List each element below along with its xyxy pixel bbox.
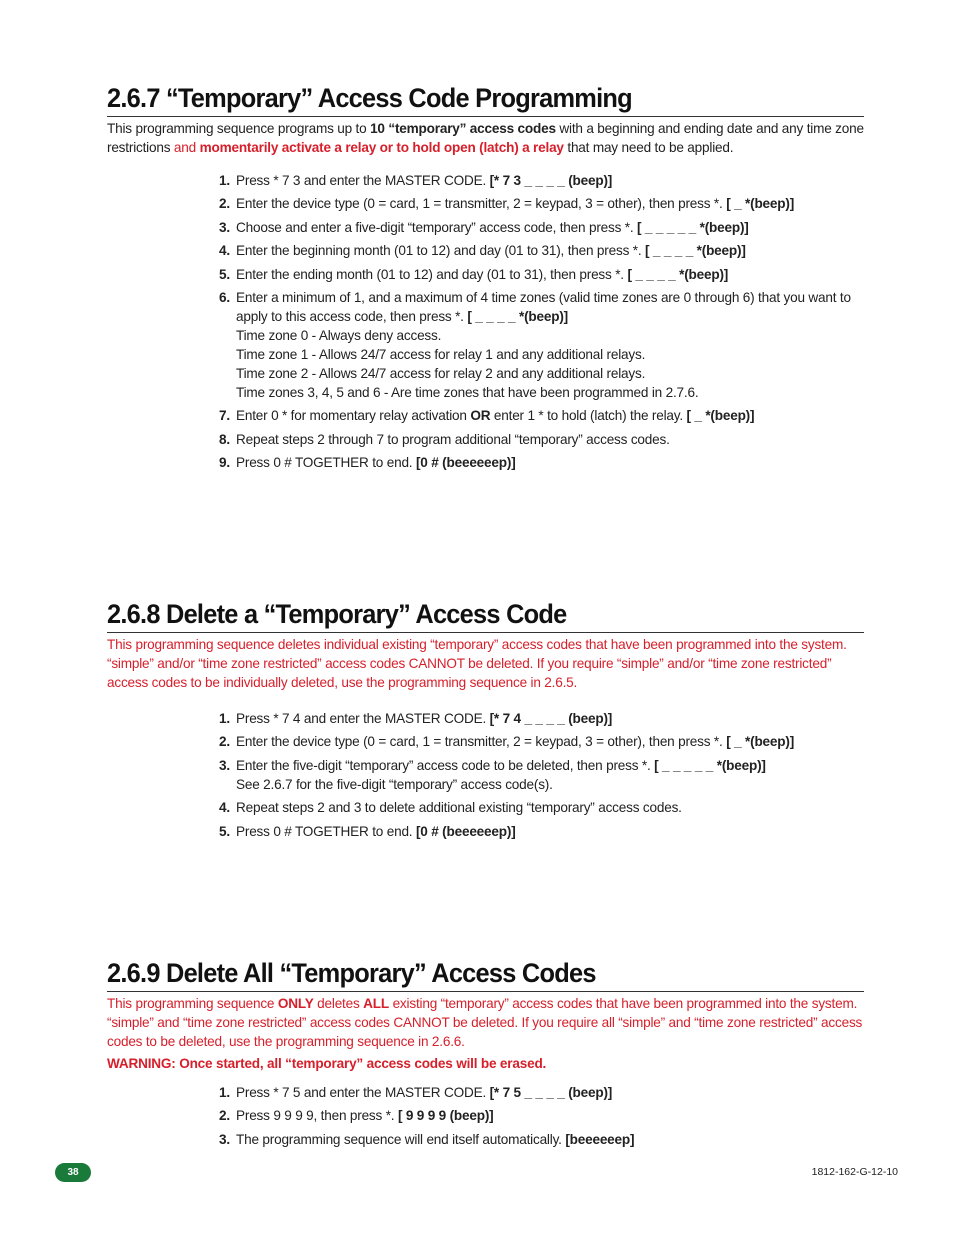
step-number: 7. (219, 408, 230, 424)
text-run: ONLY (277, 996, 314, 1011)
text-run: Enter 0 * for momentary relay activation (236, 408, 471, 424)
text-run: [ _ _ _ _ _ *(beep)] (637, 219, 749, 235)
text-run: and (173, 140, 200, 155)
step-item (219, 1106, 859, 1125)
section-intro (107, 119, 864, 157)
heading-rule (107, 991, 864, 992)
step-number: 2. (219, 196, 230, 212)
text-run: [0 # (beeeeeep)] (415, 823, 516, 839)
text-run: with a beginning and ending date and any time zone restrictions (107, 121, 864, 155)
step-number: 6. (219, 289, 230, 305)
text-run: 10 “temporary” access codes (370, 121, 556, 136)
text-run: [ _ *(beep)] (686, 408, 755, 424)
step-item (219, 241, 859, 260)
text-run: [ _ *(beep)] (726, 734, 795, 750)
text-run: deletes (313, 996, 364, 1011)
step-subline: Time zones 3, 4, 5 and 6 - Are time zones that have been programmed in 2.7.6. (236, 384, 699, 400)
step-number: 1. (219, 711, 230, 726)
step-item (219, 171, 859, 190)
step-item (219, 265, 859, 284)
text-run: [ _ _ _ _ *(beep)] (467, 308, 568, 324)
text-run: momentarily activate a relay or to hold open (latch) a relay (199, 140, 564, 155)
step-item (219, 756, 859, 794)
text-run: Enter the ending month (01 to 12) and day (01 to 31), then press *. (236, 266, 628, 282)
text-run: [0 # (beeeeeep)] (415, 455, 516, 471)
text-run: [* 7 3 _ _ _ _ (beep)] (489, 173, 613, 188)
text-run: ALL (363, 996, 389, 1011)
text-run: Enter the five-digit “temporary” access code to be deleted, then press *. (236, 757, 655, 773)
page-number-badge: 38 (55, 1163, 91, 1182)
steps-list (219, 709, 859, 841)
step-item (219, 453, 859, 472)
step-subline: Time zone 1 - Allows 24/7 access for relay 1 and any additional relays. (236, 346, 646, 362)
text-run: [ _ _ _ _ *(beep)] (645, 243, 746, 259)
text-run: Press 0 # TOGETHER to end. (236, 455, 416, 471)
section-delete-temporary-code (107, 597, 864, 845)
text-run: Enter the beginning month (01 to 12) and day (01 to 31), then press *. (236, 243, 645, 259)
step-number: 5. (219, 266, 230, 282)
text-run: enter 1 * to hold (latch) the relay. (490, 408, 687, 424)
text-run: This programming sequence programs up to (107, 121, 371, 136)
heading-rule (107, 632, 864, 633)
step-item (219, 430, 859, 449)
steps-list (219, 171, 859, 472)
text-run: Enter the device type (0 = card, 1 = transmitter, 2 = keypad, 3 = other), then press *. (236, 196, 727, 212)
step-item (219, 822, 859, 841)
text-run: Press 0 # TOGETHER to end. (236, 823, 416, 839)
section-heading: 2.6.8 Delete a “Temporary” Access Code (107, 599, 567, 629)
step-number: 4. (219, 243, 230, 259)
text-run: [ _ *(beep)] (726, 196, 795, 212)
text-run: Repeat steps 2 through 7 to program additional “temporary” access codes. (236, 431, 670, 447)
steps-list (219, 1083, 859, 1149)
step-item (219, 1130, 859, 1149)
step-subline: See 2.6.7 for the five-digit “temporary” access code(s). (236, 776, 553, 792)
step-number: 3. (219, 219, 230, 235)
section-temporary-code-programming (107, 81, 864, 477)
text-run: Press 9 9 9 9, then press *. (236, 1108, 398, 1124)
section-intro (107, 994, 864, 1051)
step-item (219, 732, 859, 751)
section-heading: 2.6.7 “Temporary” Access Code Programming (107, 83, 632, 113)
text-run: Enter the device type (0 = card, 1 = transmitter, 2 = keypad, 3 = other), then press *. (236, 734, 727, 750)
text-run: Enter a minimum of 1, and a maximum of 4 time zones (valid time zones are 0 through 6) that you want to apply to this access code, then press *. (236, 289, 851, 324)
step-number: 1. (219, 1085, 230, 1100)
step-number: 3. (219, 1131, 230, 1147)
step-number: 9. (219, 455, 230, 471)
step-subline: Time zone 0 - Always deny access. (236, 327, 442, 343)
step-item (219, 406, 859, 425)
section-delete-all-temporary-codes (107, 956, 864, 1153)
warning-text: WARNING: Once started, all “temporary” access codes will be erased. (107, 1056, 547, 1071)
section-intro (107, 635, 864, 692)
step-item (219, 1083, 859, 1102)
text-run: [ _ _ _ _ *(beep)] (627, 266, 729, 282)
text-run: Press * 7 4 and enter the MASTER CODE. (236, 711, 490, 726)
step-item (219, 798, 859, 817)
step-number: 3. (219, 757, 230, 773)
step-item (219, 709, 859, 728)
document-id: 1812-162-G-12-10 (811, 1166, 898, 1178)
text-run: This programming sequence deletes individual existing “temporary” access codes that have been programmed into the system. “simple” and/or “time zone restricted” access codes CANNOT be deleted. If you require “simple” and/or “time zone restricted” access codes to be individually deleted, use the programming sequence in 2.6.5. (107, 637, 847, 690)
step-number: 5. (219, 823, 230, 839)
text-run: This programming sequence (107, 996, 278, 1011)
step-number: 1. (219, 173, 230, 188)
text-run: Press * 7 3 and enter the MASTER CODE. (236, 173, 490, 188)
step-number: 4. (219, 800, 230, 816)
step-number: 8. (219, 431, 230, 447)
text-run: Repeat steps 2 and 3 to delete additional existing “temporary” access codes. (236, 800, 682, 816)
step-subline: Time zone 2 - Allows 24/7 access for relay 2 and any additional relays. (236, 365, 646, 381)
text-run: [ 9 9 9 9 (beep)] (397, 1108, 494, 1124)
text-run: [* 7 5 _ _ _ _ (beep)] (489, 1085, 613, 1100)
step-item (219, 218, 859, 237)
text-run: that may need to be applied. (563, 140, 734, 155)
text-run: Press * 7 5 and enter the MASTER CODE. (236, 1085, 490, 1100)
step-number: 2. (219, 1108, 230, 1124)
step-number: 2. (219, 734, 230, 750)
text-run: existing “temporary” access codes that have been programmed into the system. “simple” and “time zone restricted” access codes CANNOT be deleted. If you require all “simple” and “time zone restricted” access codes to be deleted, use the programming sequence in 2.6.6. (107, 996, 863, 1049)
text-run: [ _ _ _ _ _ *(beep)] (654, 757, 766, 773)
text-run: [beeeeeep] (565, 1131, 635, 1147)
section-heading: 2.6.9 Delete All “Temporary” Access Codes (107, 958, 596, 988)
step-item (219, 194, 859, 213)
heading-rule (107, 116, 864, 117)
text-run: [* 7 4 _ _ _ _ (beep)] (489, 711, 613, 726)
text-run: Choose and enter a five-digit “temporary” access code, then press *. (236, 219, 638, 235)
text-run: OR (470, 408, 491, 424)
text-run: The programming sequence will end itself automatically. (236, 1131, 566, 1147)
step-item (219, 288, 859, 402)
